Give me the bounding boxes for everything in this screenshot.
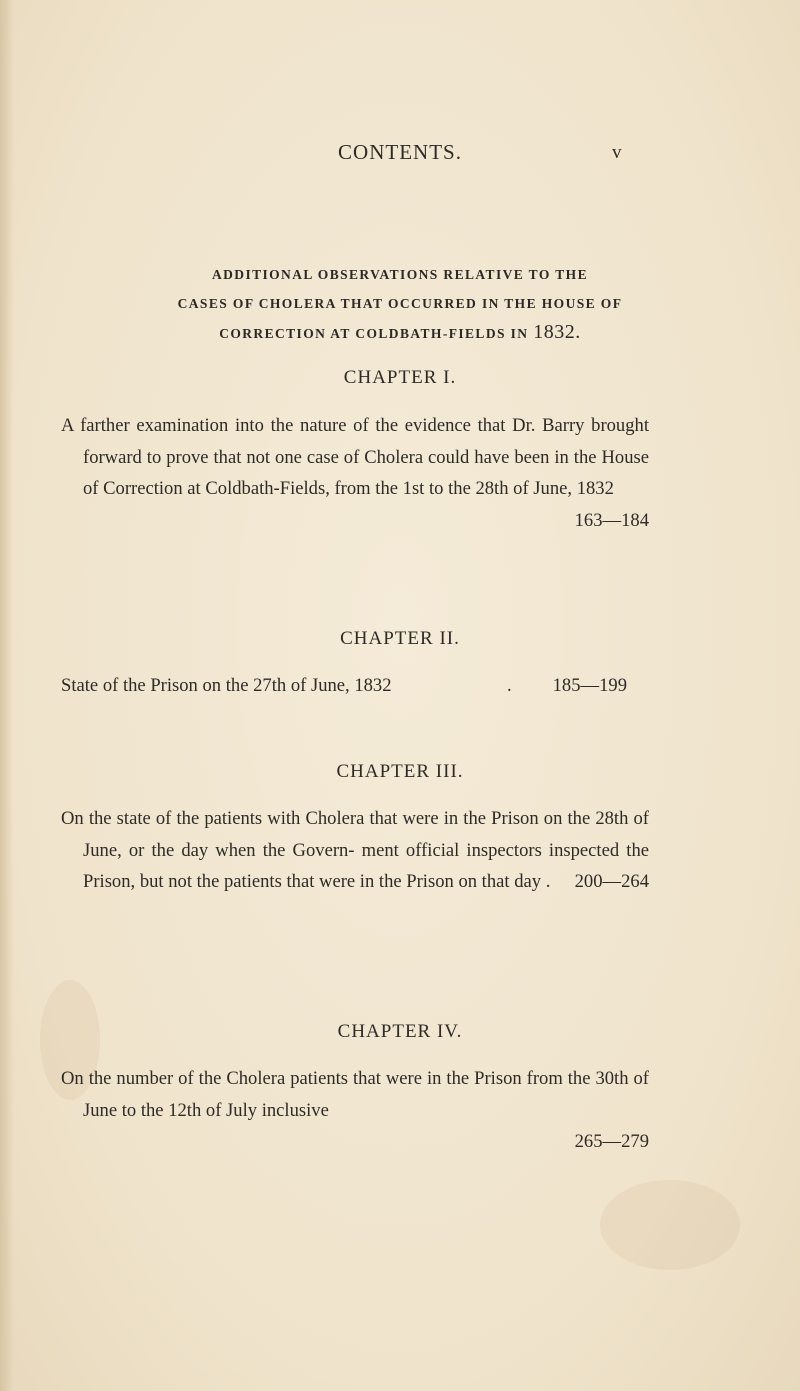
entry-pages: 185—199: [552, 675, 627, 696]
paper-stain: [600, 1180, 740, 1270]
contents-entry: [61, 803, 649, 898]
entry-leader: .: [507, 675, 512, 696]
chapter-4: [0, 1018, 800, 1158]
section-heading-year: 1832.: [533, 321, 581, 343]
section-heading-line-2: CASES OF CHOLERA THAT OCCURRED IN THE HOUSE OF: [177, 296, 623, 311]
entry-pages: 163—184: [574, 510, 649, 532]
chapter-2: [0, 625, 800, 702]
page-number: v: [612, 142, 622, 163]
chapter-title: CHAPTER IV.: [337, 1021, 463, 1042]
section-heading-line-3-text: CORRECTION AT COLDBATH-FIELDS IN: [219, 326, 529, 341]
chapter-3: [0, 758, 800, 898]
section-heading: [100, 260, 700, 348]
chapter-1: [0, 364, 800, 537]
entry-leader: .: [545, 871, 551, 893]
entry-text: State of the Prison on the 27th of June, 1832: [61, 675, 392, 696]
section-heading-line-3: [100, 318, 700, 348]
entry-text: A farther examination into the nature of the evidence that Dr. Barry brought forward to prove that not one case of Cholera could have been in the House of Correction at Coldbath-Fields, from the 1st to the 28th of June, 1832: [61, 415, 649, 500]
chapter-title: CHAPTER II.: [340, 628, 460, 649]
chapter-title: CHAPTER I.: [343, 367, 457, 388]
chapter-title: CHAPTER III.: [336, 761, 464, 782]
running-head: [0, 140, 800, 170]
entry-pages: 200—264: [574, 871, 649, 893]
contents-entry: [61, 410, 649, 537]
contents-entry: [61, 1063, 649, 1158]
section-heading-line-1: ADDITIONAL OBSERVATIONS RELATIVE TO THE: [212, 267, 588, 282]
entry-pages: 265—279: [574, 1131, 649, 1153]
contents-entry: [61, 670, 627, 702]
entry-text: On the state of the patients with Cholera that were in the Prison on the 28th of June, or the day when the Govern- ment official inspectors inspected the Prison, but not the patients that were in the Prison on that day: [61, 808, 649, 893]
entry-text: On the number of the Cholera patients that were in the Prison from the 30th of June to the 12th of July inclusive: [61, 1068, 649, 1121]
running-title: CONTENTS.: [338, 140, 462, 164]
